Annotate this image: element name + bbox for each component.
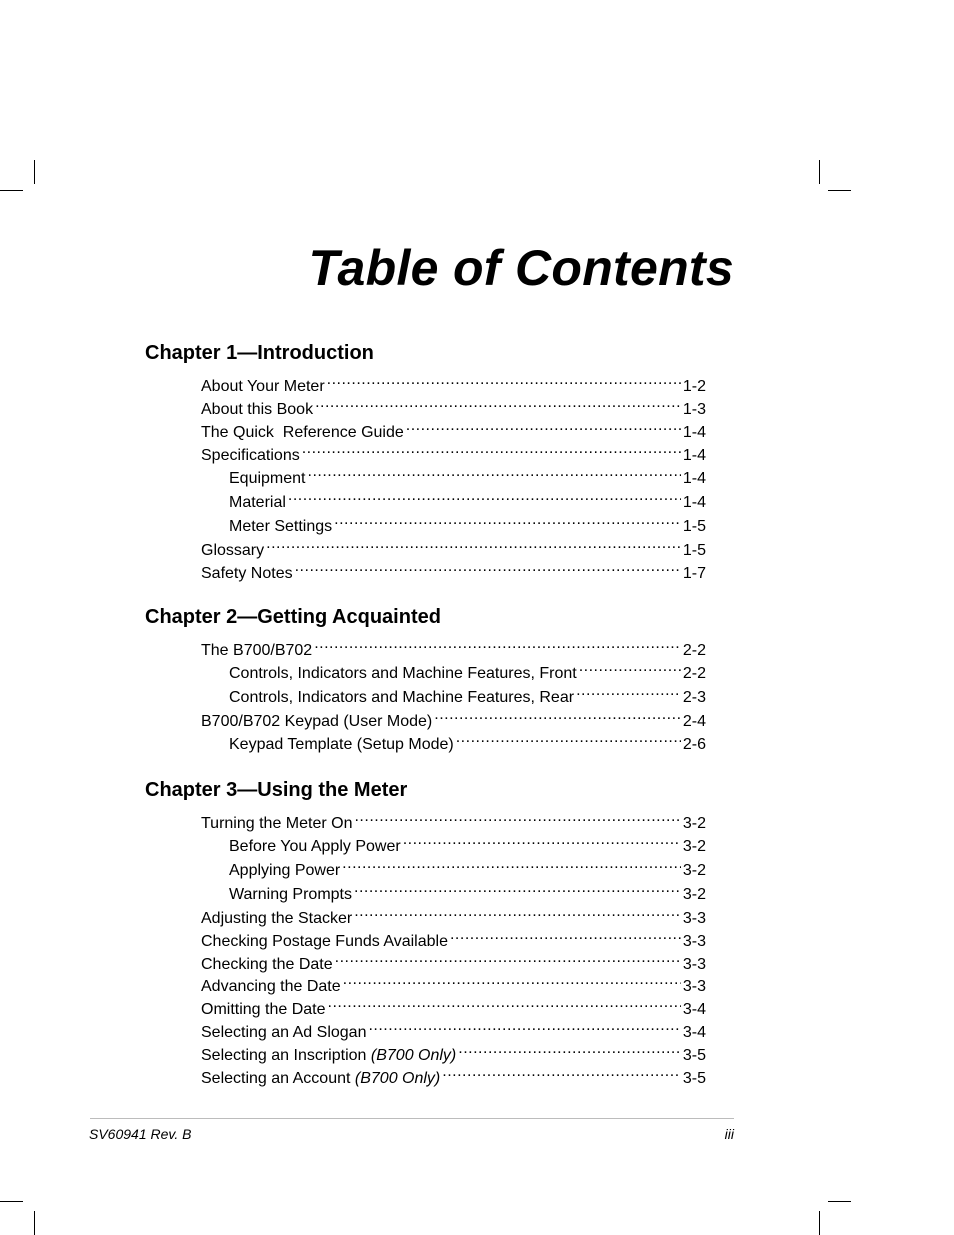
crop-mark xyxy=(819,1211,820,1235)
toc-page-number: 3-5 xyxy=(682,1047,706,1064)
toc-entry[interactable] xyxy=(201,1063,706,1087)
toc-entry-text: Warning Prompts xyxy=(229,886,352,903)
toc-entry[interactable] xyxy=(229,729,706,753)
toc-entry-label xyxy=(229,517,332,537)
dot-leader xyxy=(288,487,681,507)
toc-entry[interactable] xyxy=(201,903,706,927)
dot-leader xyxy=(314,635,681,655)
crop-mark xyxy=(34,160,35,184)
toc-entry-qualifier: (B700 Only) xyxy=(370,1047,457,1064)
toc-entry-label xyxy=(229,861,340,881)
toc-entry-text: Turning the Meter On xyxy=(201,815,353,832)
toc-entry-text: The B700/B702 xyxy=(201,642,313,659)
toc-page-number: 3-3 xyxy=(682,956,706,973)
toc-entry[interactable] xyxy=(201,635,706,659)
toc-entry[interactable] xyxy=(201,706,706,730)
crop-mark xyxy=(828,190,851,191)
dot-leader xyxy=(354,903,681,923)
toc-entry[interactable] xyxy=(201,926,706,950)
dot-leader xyxy=(354,879,681,899)
toc-entry[interactable] xyxy=(201,440,706,464)
toc-entry-text: Glossary xyxy=(201,542,265,559)
toc-entry-label xyxy=(229,493,286,513)
toc-entry[interactable] xyxy=(201,417,706,441)
toc-entry[interactable] xyxy=(229,879,706,903)
toc-page-number: 3-4 xyxy=(682,1024,706,1041)
dot-leader xyxy=(334,511,681,531)
dot-leader xyxy=(403,831,681,851)
toc-page-number: 1-5 xyxy=(682,518,706,535)
toc-entry[interactable] xyxy=(201,1017,706,1041)
toc-entry[interactable] xyxy=(229,658,706,682)
toc-page-number: 3-3 xyxy=(682,978,706,995)
toc-page-number: 3-4 xyxy=(682,1001,706,1018)
toc-page-number: 1-4 xyxy=(682,494,706,511)
toc-entry-text: Before You Apply Power xyxy=(229,838,401,855)
dot-leader xyxy=(335,949,681,969)
dot-leader xyxy=(295,558,681,578)
toc-page-number: 1-4 xyxy=(682,470,706,487)
dot-leader xyxy=(266,535,681,555)
toc-entry[interactable] xyxy=(201,394,706,418)
toc-entry-text: Material xyxy=(229,494,286,511)
footer-doc-id: SV60941 Rev. B xyxy=(89,1126,192,1142)
toc-entry[interactable] xyxy=(229,855,706,879)
toc-page-number: 1-4 xyxy=(682,424,706,441)
toc-page-number: 3-2 xyxy=(682,886,706,903)
toc-entry-text: Selecting an Account xyxy=(201,1070,351,1087)
toc-page-number: 3-3 xyxy=(682,933,706,950)
toc-entry-text: Specifications xyxy=(201,447,300,464)
crop-mark xyxy=(34,1211,35,1235)
toc-entry-label xyxy=(201,564,293,584)
crop-mark xyxy=(0,1201,23,1202)
toc-entry-text: Adjusting the Stacker xyxy=(201,910,353,927)
toc-entry[interactable] xyxy=(201,558,706,582)
chapter-heading: Chapter 3—Using the Meter xyxy=(145,779,408,801)
dot-leader xyxy=(342,855,681,875)
toc-entry-label xyxy=(229,837,401,857)
toc-entry[interactable] xyxy=(201,994,706,1018)
toc-page-number: 3-2 xyxy=(682,862,706,879)
dot-leader xyxy=(368,1017,680,1037)
toc-page-number: 1-7 xyxy=(682,565,706,582)
toc-entry[interactable] xyxy=(201,949,706,973)
toc-entry[interactable] xyxy=(201,1040,706,1064)
toc-page-number: 2-2 xyxy=(682,642,706,659)
toc-page-number: 3-2 xyxy=(682,815,706,832)
chapter-heading: Chapter 1—Introduction xyxy=(145,342,374,364)
toc-entry-label xyxy=(229,688,574,708)
toc-entry-text: About Your Meter xyxy=(201,378,325,395)
crop-mark xyxy=(828,1201,851,1202)
toc-entry-text: Advancing the Date xyxy=(201,978,341,995)
dot-leader xyxy=(442,1063,681,1083)
dot-leader xyxy=(450,926,681,946)
dot-leader xyxy=(354,808,680,828)
toc-entry-text: Controls, Indicators and Machine Features, Rear xyxy=(229,689,575,706)
toc-entry-text: Keypad Template (Setup Mode) xyxy=(229,736,454,753)
toc-entry-label xyxy=(229,735,454,755)
toc-entry-qualifier: (B700 Only) xyxy=(354,1070,441,1087)
toc-entry[interactable] xyxy=(229,487,706,511)
toc-entry-label xyxy=(201,1069,440,1089)
toc-entry-label xyxy=(229,469,306,489)
toc-page-number: 1-5 xyxy=(682,542,706,559)
footer-divider xyxy=(90,1118,734,1119)
toc-entry-text: Controls, Indicators and Machine Features, Front xyxy=(229,665,577,682)
toc-page-number: 1-3 xyxy=(682,401,706,418)
dot-leader xyxy=(315,394,681,414)
dot-leader xyxy=(576,682,681,702)
toc-entry-text: Omitting the Date xyxy=(201,1001,326,1018)
footer-page-number: iii xyxy=(724,1126,734,1142)
dot-leader xyxy=(343,971,681,991)
toc-page-number: 2-3 xyxy=(682,689,706,706)
toc-entry[interactable] xyxy=(229,831,706,855)
crop-mark xyxy=(0,190,23,191)
toc-page-number: 1-4 xyxy=(682,447,706,464)
toc-entry-text: Checking the Date xyxy=(201,956,333,973)
toc-entry-text: Selecting an Ad Slogan xyxy=(201,1024,367,1041)
dot-leader xyxy=(579,658,681,678)
toc-entry-text: Safety Notes xyxy=(201,565,293,582)
toc-page-number: 2-4 xyxy=(682,713,706,730)
toc-entry[interactable] xyxy=(201,971,706,995)
toc-entry-text: Equipment xyxy=(229,470,306,487)
toc-page-number: 1-2 xyxy=(682,378,706,395)
dot-leader xyxy=(328,994,681,1014)
toc-entry-text: Applying Power xyxy=(229,862,341,879)
dot-leader xyxy=(302,440,681,460)
toc-entry-text: Selecting an Inscription xyxy=(201,1047,367,1064)
toc-entry[interactable] xyxy=(229,511,706,535)
toc-entry-text: Checking Postage Funds Available xyxy=(201,933,448,950)
chapter-heading: Chapter 2—Getting Acquainted xyxy=(145,606,441,628)
toc-entry-text: The Quick Reference Guide xyxy=(201,424,404,441)
dot-leader xyxy=(327,371,681,391)
toc-page-number: 2-2 xyxy=(682,665,706,682)
toc-entry-text: B700/B702 Keypad (User Mode) xyxy=(201,713,433,730)
dot-leader xyxy=(434,706,681,726)
page-title: Table of Contents xyxy=(308,240,734,296)
toc-entry[interactable] xyxy=(201,371,706,395)
toc-entry[interactable] xyxy=(229,682,706,706)
toc-page-number: 3-2 xyxy=(682,838,706,855)
toc-entry-label xyxy=(229,664,577,684)
dot-leader xyxy=(456,729,681,749)
toc-entry[interactable] xyxy=(201,808,706,832)
crop-mark xyxy=(819,160,820,184)
toc-entry[interactable] xyxy=(229,463,706,487)
toc-page-number: 3-3 xyxy=(682,910,706,927)
toc-page-number: 2-6 xyxy=(682,736,706,753)
toc-entry-text: Meter Settings xyxy=(229,518,333,535)
toc-entry[interactable] xyxy=(201,535,706,559)
dot-leader xyxy=(308,463,681,483)
toc-page-number: 3-5 xyxy=(682,1070,706,1087)
dot-leader xyxy=(458,1040,681,1060)
dot-leader xyxy=(406,417,681,437)
toc-entry-text: About this Book xyxy=(201,401,314,418)
toc-entry-label xyxy=(229,885,352,905)
